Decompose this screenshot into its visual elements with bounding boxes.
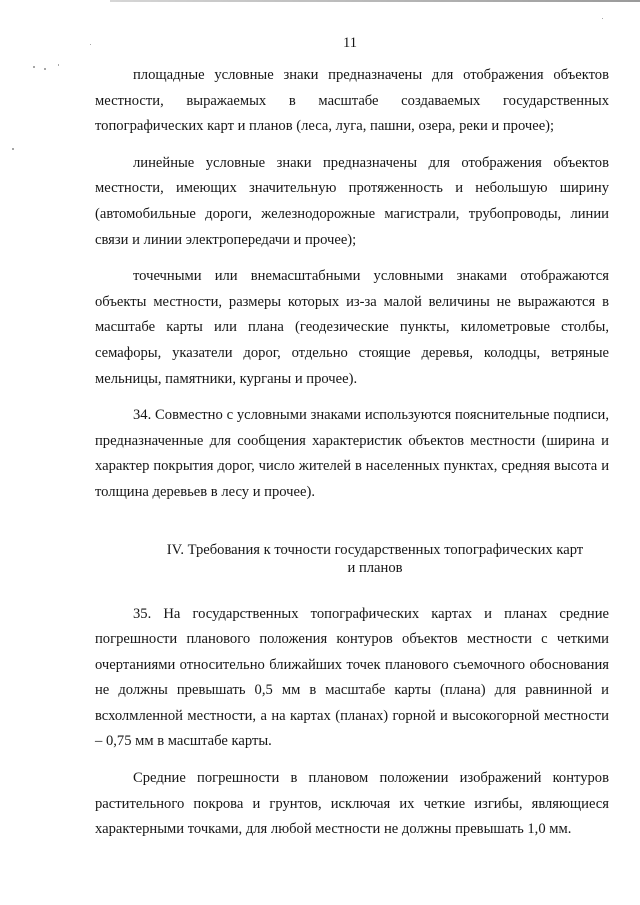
paragraph-item-35: 35. На государственных топографических картах и планах средние погрешности планового положения контуров объектов местности с четкими очертаниями относительно ближайших точек планового съемочного обоснования не должны превышать 0,5 мм в масштабе карты (плана) для равнинной и всхолмленной местности, а на картах (планах) горной и высокогорной местности – 0,75 мм в масштабе карты. — [95, 605, 609, 750]
section-heading — [95, 541, 609, 577]
scan-speck — [602, 18, 603, 19]
scan-speck — [44, 68, 46, 70]
paragraph-vegetation-errors: Средние погрешности в плановом положении изображений контуров растительного покрова и грунтов, исключая их четкие изгибы, являющиеся характерными точками, для любой местности не должны превышать 1,0 мм. — [95, 770, 609, 838]
page-number: 11 — [343, 35, 357, 51]
paragraph-linear-symbols: линейные условные знаки предназначены для отображения объектов местности, имеющих значительную протяженность и небольшую ширину (автомобильные дороги, железнодорожные магистрали, трубопроводы, линии связи и линии электропередачи и прочее); — [95, 154, 609, 248]
scan-speck — [58, 64, 59, 66]
scan-speck — [12, 148, 14, 150]
paragraph-areal-symbols: площадные условные знаки предназначены для отображения объектов местности, выражаемых в масштабе создаваемых государственных топографических карт и планов (леса, луга, пашни, озера, реки и прочее); — [95, 67, 609, 135]
page-top-edge — [110, 0, 640, 2]
scan-speck — [33, 66, 35, 68]
scan-speck — [90, 44, 91, 45]
paragraph-item-34: 34. Совместно с условными знаками используются пояснительные подписи, предназначенные для сообщения характеристик объектов местности (ширина и характер покрытия дорог, число жителей в населенных пунктах, средняя высота и толщина деревьев в лесу и прочее). — [95, 407, 609, 500]
paragraph-point-symbols: точечными или внемасштабными условными знаками отображаются объекты местности, размеры которых из-за малой величины не выражаются в масштабе карты или плана (геодезические пункты, километровые столбы, семафоры, указатели дорог, отдельно стоящие деревья, колодцы, ветряные мельницы, памятники, курганы и прочее). — [95, 268, 609, 387]
document-body — [95, 63, 609, 843]
section-heading-line-2: и планов — [347, 559, 403, 576]
section-heading-line-1: IV. Требования к точности государственных топографических карт — [166, 541, 584, 558]
